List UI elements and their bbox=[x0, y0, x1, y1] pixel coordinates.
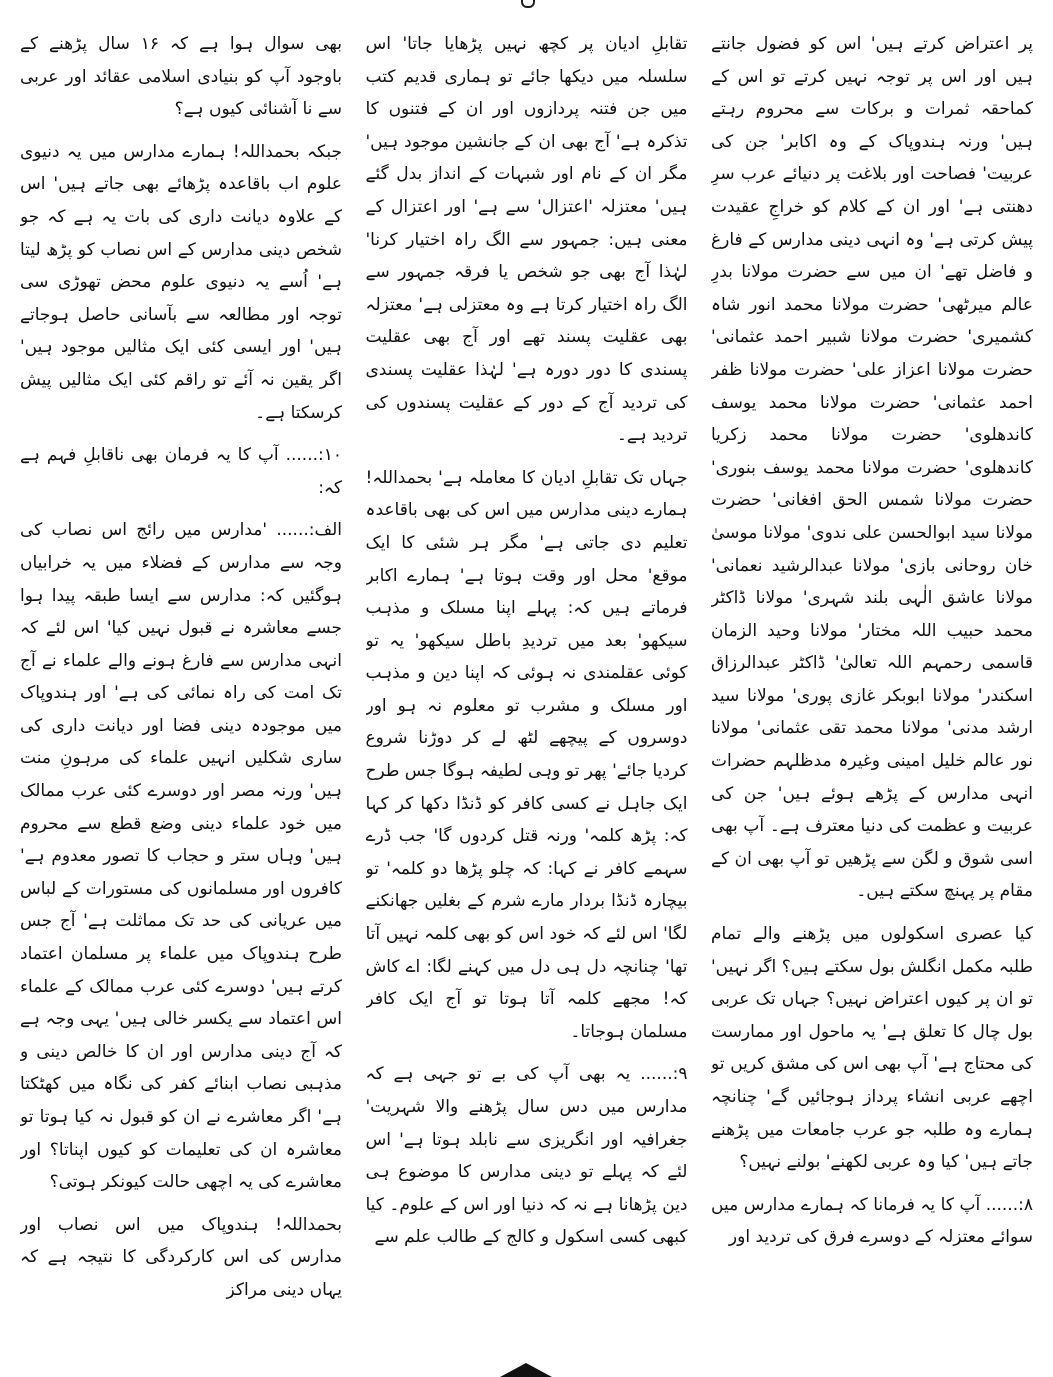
paragraph: بھی سوال ہوا ہے کہ ۱۶ سال پڑھنے کے باوجود آپ کو بنیادی اسلامی عقائد اور عربی سے نا آشنائی کیوں ہے؟ bbox=[20, 34, 342, 120]
paragraph: بحمداللہ! ہندوپاک میں اس نصاب اور مدارس کی اس کارکردگی کا نتیجہ ہے کہ یہاں دینی مراکز bbox=[20, 1214, 342, 1300]
paragraph: جبکہ بحمداللہ! ہمارے مدارس میں یہ دنیوی علوم اب باقاعدہ پڑھائے بھی جاتے ہیں' اس کے علاوہ دیانت داری کی بات یہ ہے کہ جو شخص دینی مدارس کے اس نصاب کو پڑھ لیتا ہے' اُسے یہ دنیوی علوم محض تھوڑی سی توجہ اور مطالعہ سے بآسانی حاصل ہوجاتے ہیں' اور ایسی کئی ایک مثالیں موجود ہیں' اگر یقین نہ آئے تو راقم کئی ایک مثالیں پیش کرسکتا ہے۔ bbox=[20, 141, 342, 423]
paragraph: پر اعتراض کرتے ہیں' اس کو فضول جانتے ہیں اور اس پر توجہ نہیں کرتے تو اس کے کماحقہ ثمرات و برکات سے محروم رہتے ہیں' ورنہ ہندوپاک کے وہ اکابر' جن کی عربیت' فصاحت اور بلاغت پر دنیائے عرب سرِ دھنتی ہے' اور ان کے کلام کو خراجِ عقیدت پیش کرتی ہے' وہ انہی دینی مدارس کے فارغ و فاضل تھے' ان میں سے حضرت مولانا بدرِ عالم میرٹھی' حضرت مولانا محمد انور شاہ کشمیری' حضرت مولانا شبیر احمد عثمانی' حضرت مولانا اعزاز علی' حضرت مولانا ظفر احمد عثمانی' حضرت مولانا محمد یوسف کاندھلوی' حضرت مولانا محمد زکریا کاندھلوی' حضرت مولانا محمد یوسف بنوری' حضرت مولانا شمس الحق افغانی' حضرت مولانا سید ابوالحسن علی ندوی' مولانا موسیٰ خان روحانی بازی' مولانا عبدالرشید نعمانی' مولانا عاشق الٰہی بلند شہری' مولانا ڈاکٹر محمد حبیب اللہ مختار' مولانا وحید الزمان قاسمی رحمہم اللہ تعالیٰ' ڈاکٹر عبدالرزاق اسکندر' مولانا ابوبکر غازی پوری' مولانا سید ارشد مدنی' مولانا محمد تقی عثمانی' مولانا نور عالم خلیل امینی وغیرہ مدظلہم حضرات انہی مدارس کے پڑھے ہوئے ہیں' جن کی عربیت و عظمت کی دنیا معترف ہے۔ آپ بھی اسی شوق و لگن سے پڑھیں تو آپ بھی ان کے مقام پر پہنچ سکتے ہیں۔ bbox=[711, 34, 1033, 902]
paragraph: جہاں تک تقابلِ ادیان کا معاملہ ہے' بحمداللہ! ہمارے دینی مدارس میں اس کی بھی باقاعدہ تعلیم دی جاتی ہے' مگر ہر شئی کا ایک موقع' محل اور وقت ہوتا ہے' ہمارے اکابر فرماتے ہیں کہ: پہلے اپنا مسلک و مذہب سیکھو' بعد میں تردیدِ باطل سیکھو' یہ تو کوئی عقلمندی نہ ہوئی کہ اپنا دین و مذہب اور مسلک و مشرب تو معلوم نہ ہو اور دوسروں کے پیچھے لٹھ لے کر دوڑنا شروع کردیا جائے' پھر تو وہی لطیفہ ہوگا جس طرح ایک جاہل نے کسی کافر کو ڈنڈا دکھا کر کہا کہ: پڑھ کلمہ' ورنہ قتل کردوں گا' جب ڈرے سہمے کافر نے کہا: کہ چلو پڑھا دو کلمہ' تو بیچارہ ڈنڈا بردار مارے شرم کے بغلیں جھانکنے لگا' اس لئے کہ خود اس کو بھی کلمہ نہیں آتا تھا' چنانچہ دل ہی دل میں کہنے لگا: اے کاش کہ! مجھے کلمہ آتا ہوتا تو آج ایک کافر مسلمان ہوجاتا۔ bbox=[365, 467, 688, 1042]
paragraph: الف:...... 'مدارس میں رائج اس نصاب کی وجہ سے مدارس کے فضلاء میں یہ خرابیاں ہوگئیں کہ: مدارس سے ایسا طبقہ پیدا ہوا جسے معاشرہ نے قبول نہیں کیا' اس لئے کہ انہی مدارس سے فارغ ہونے والے علماء نے آج تک امت کی راہ نمائی کی ہے' اور ہندوپاک میں موجودہ دینی فضا اور دیانت داری کی ساری شکلیں انہیں علماء کی مرہونِ منت ہیں' ورنہ مصر اور دوسرے کئی عرب ممالک میں خود علماء دینی وضع قطع سے محروم ہیں' وہاں ستر و حجاب کا تصور معدوم ہے' کافروں اور مسلمانوں کی مستورات کے لباس میں عریانی کی حد تک مماثلت ہے' آج جس طرح ہندوپاک میں علماء پر مسلمان اعتماد کرتے ہیں' دوسرے کئی عرب ممالک کے علماء اس اعتماد سے یکسر خالی ہیں' یہی وجہ ہے کہ آج دینی مدارس اور ان کا خالص دینی و مذہبی نصاب ابنائے کفر کی نگاہ میں کھٹکتا ہے' اگر معاشرے نے ان کو قبول نہ کیا ہوتا تو معاشرہ ان کی تعلیمات کو کیوں اپناتا؟ اور معاشرے کی یہ اچھی حالت کیونکر ہوتی؟ bbox=[20, 520, 342, 1193]
paragraph: تقابلِ ادیان پر کچھ نہیں پڑھایا جاتا' اس سلسلہ میں دیکھا جائے تو ہماری قدیم کتب میں جن فتنہ پردازوں اور ان کے فتنوں کا تذکرہ ہے' آج بھی ان کے جانشین موجود ہیں' مگر ان کے نام اور شبہات کے انداز بدل گئے ہیں' معتزلہ 'اعتزال' سے ہے' اور اعتزال کے معنی ہیں: جمہور سے الگ راہ اختیار کرنا' لہٰذا آج بھی جو شخص یا فرقہ جمہور سے الگ راہ اختیار کرتا ہے وہ معتزلی ہے' معتزلہ بھی عقلیت پسند تھے اور آج بھی عقلیت پسندی کا دور دورہ ہے' لہٰذا عقلیت پسندی کی تردید آج کے دور کے عقلیت پسندوں کی تردید ہے۔ bbox=[365, 34, 688, 446]
column-right bbox=[711, 28, 1033, 1358]
paragraph: ۱۰:...... آپ کا یہ فرمان بھی ناقابلِ فہم ہے کہ: bbox=[20, 445, 342, 498]
paragraph: کیا عصری اسکولوں میں پڑھنے والے تمام طلبہ مکمل انگلش بول سکتے ہیں؟ اگر نہیں' تو ان پر کیوں اعتراض نہیں؟ جہاں تک عربی بول چال کا تعلق ہے' یہ ماحول اور ممارست کی محتاج ہے' آپ بھی اس کی مشق کریں تو اچھے عربی انشاء پرداز ہوجائیں گے' چنانچہ ہمارے وہ طلبہ جو عرب جامعات میں پڑھنے جاتے ہیں' کیا وہ عربی لکھنے' بولنے نہیں؟ bbox=[711, 924, 1033, 1173]
column-left bbox=[20, 28, 342, 1358]
paragraph: ۹:...... یہ بھی آپ کی بے تو جہی ہے کہ مدارس میں دس سال پڑھنے والا شہریت' جغرافیہ اور انگریزی سے نابلد ہوتا ہے' اس لئے کہ پہلے تو دینی مدارس کا موضوع ہی دین پڑھانا ہے نہ کہ دنیا اور اس کے علوم۔ کیا کبھی کسی اسکول و کالج کے طالب علم سے bbox=[365, 1064, 688, 1248]
page-top-mark bbox=[521, 0, 535, 8]
paragraph: ۸:...... آپ کا یہ فرمانا کہ ہمارے مدارس میں سوائے معتزلہ کے دوسرے فرق کی تردید اور bbox=[711, 1194, 1033, 1248]
page-bottom-ornament bbox=[500, 1363, 552, 1377]
column-middle bbox=[366, 28, 688, 1358]
page-body bbox=[20, 28, 1033, 1358]
